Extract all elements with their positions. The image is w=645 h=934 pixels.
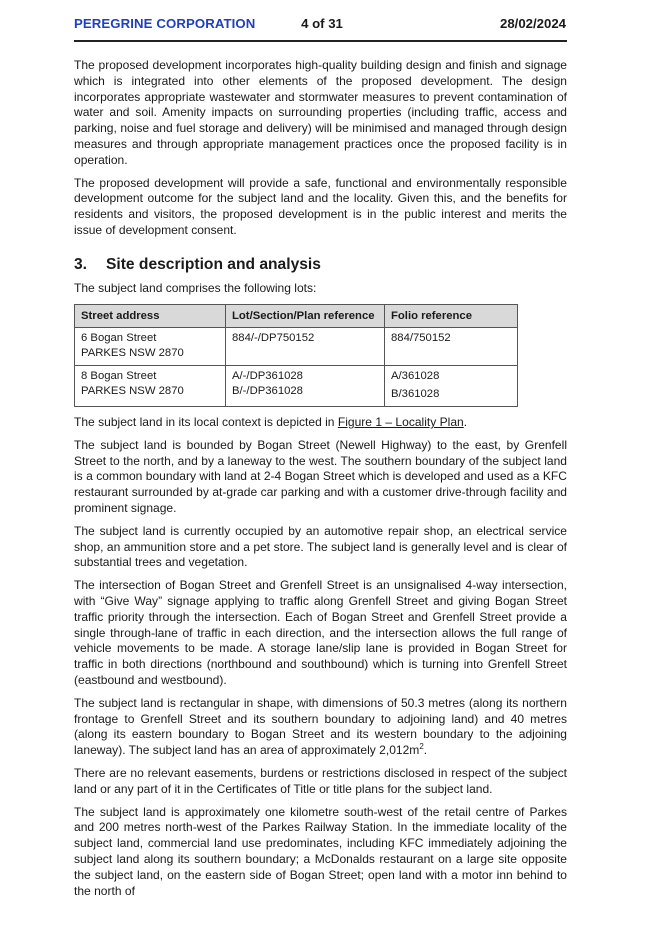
context-end: .: [463, 415, 468, 430]
document-date: 28/02/2024: [499, 15, 566, 31]
folio-reference: B/361028: [391, 387, 440, 400]
section-lead: The subject land comprises the following lots:: [74, 280, 317, 295]
table-header-row: [75, 304, 518, 328]
column-header-street-address: Street address: [75, 304, 226, 328]
address-line: PARKES NSW 2870: [81, 384, 184, 397]
body-paragraph: The subject land is bounded by Bogan Street (Newell Highway) to the east, by Grenfell Street to the north, and by a laneway to the west. The southern boundary of the subject land is a common boundary with land at 2-4 Bogan Street which is developed and used as a KFC restaurant surrounded by at-grade car parking and with a customer drive-through facility and prominent signage.: [74, 437, 567, 516]
folio-reference-cell: [385, 366, 518, 407]
section-heading: [74, 256, 567, 274]
section-number: 3.: [74, 255, 88, 273]
address-line: 8 Bogan Street: [81, 370, 157, 383]
lot-reference: A/-/DP361028: [232, 370, 303, 383]
table-row: [75, 328, 518, 366]
table-row: [75, 366, 518, 407]
company-name: PEREGRINE CORPORATION: [74, 15, 256, 31]
page-header: [74, 13, 566, 33]
body-paragraph: The intersection of Bogan Street and Grenfell Street is an unsignalised 4-way intersection, with “Give Way” signage applying to traffic along Grenfell Street and giving Bogan Street traffic priority through the intersection. Each of Bogan Street and Grenfell Street provide a single through-lane of traffic in each direction, and the intersection allows the full range of vehicle movements to be made. A storage lane/slip lane is provided in Bogan Street for traffic in both directions (northbound and southbound) which is turning into Grenfell Street (eastbound and westbound).: [74, 578, 567, 688]
body-paragraph: The subject land is currently occupied by an automotive repair shop, an electrical service shop, an ammunition store and a pet store. The subject land is generally level and is clear of substantial trees and vegetation.: [74, 523, 567, 570]
column-header-folio-reference: Folio reference: [385, 304, 518, 328]
lot-reference: B/-/DP361028: [232, 384, 303, 397]
folio-reference: 884/750152: [391, 332, 451, 345]
lot-reference: 884/-/DP750152: [232, 332, 315, 345]
page-number: 4 of 31: [301, 15, 343, 31]
lot-reference-cell: [226, 366, 385, 407]
header-rule: [74, 40, 567, 42]
lots-table: [74, 304, 518, 408]
street-address-cell: [75, 328, 226, 366]
intro-paragraph: The proposed development incorporates high-quality building design and finish and signage which is integrated into other elements of the proposed development. The design incorporates appropriate wastewater and stormwater measures to prevent contamination of water and soil. Amenity impacts on surrounding properties (including traffic, access and parking, noise and fuel storage and delivery) will be minimised and managed through design measures and through appropriate management practices once the proposed facility is in operation.: [74, 58, 567, 167]
folio-reference: A/361028: [391, 370, 440, 383]
context-text: The subject land in its local context is depicted in: [74, 415, 338, 430]
document-body: [74, 58, 567, 906]
lot-reference-cell: [226, 328, 385, 366]
section-title: Site description and analysis: [106, 255, 321, 273]
address-line: PARKES NSW 2870: [81, 346, 184, 359]
area-end: .: [423, 743, 428, 758]
area-paragraph: [74, 696, 567, 759]
intro-paragraph: The proposed development will provide a safe, functional and environmentally responsible development outcome for the subject land and the locality. Given this, and the benefits for residents and visitors, the proposed development is in the public interest and merits the issue of development consent.: [74, 175, 567, 237]
area-text: The subject land is rectangular in shape, with dimensions of 50.3 metres (along its northern frontage to Grenfell Street and its southern boundary to adjoining land) and 40 metres (along its eastern boundary to Bogan Street and its western boundary to the adjoining laneway). The subject land has an area of approximately 2,012m: [74, 695, 567, 758]
locality-reference-paragraph: [74, 415, 567, 431]
column-header-lot-reference: Lot/Section/Plan reference: [226, 304, 385, 328]
street-address-cell: [75, 366, 226, 407]
figure-1-link[interactable]: Figure 1 – Locality Plan: [337, 415, 464, 430]
address-line: 6 Bogan Street: [81, 332, 157, 345]
body-paragraph: The subject land is approximately one kilometre south-west of the retail centre of Parkes and 200 metres north-west of the Parkes Railway Station. In the immediate locality of the subject land, commercial land use predominates, including KFC immediately adjoining the subject land along its southern boundary; a McDonalds restaurant on a large site opposite the subject land, on the eastern side of Bogan Street; open land with a motor inn behind to the north of: [74, 804, 567, 898]
body-paragraph: There are no relevant easements, burdens or restrictions disclosed in respect of the subject land or any part of it in the Certificates of Title or title plans for the subject land.: [74, 766, 567, 796]
area-superscript: 2: [419, 742, 424, 752]
folio-reference-cell: [385, 328, 518, 366]
